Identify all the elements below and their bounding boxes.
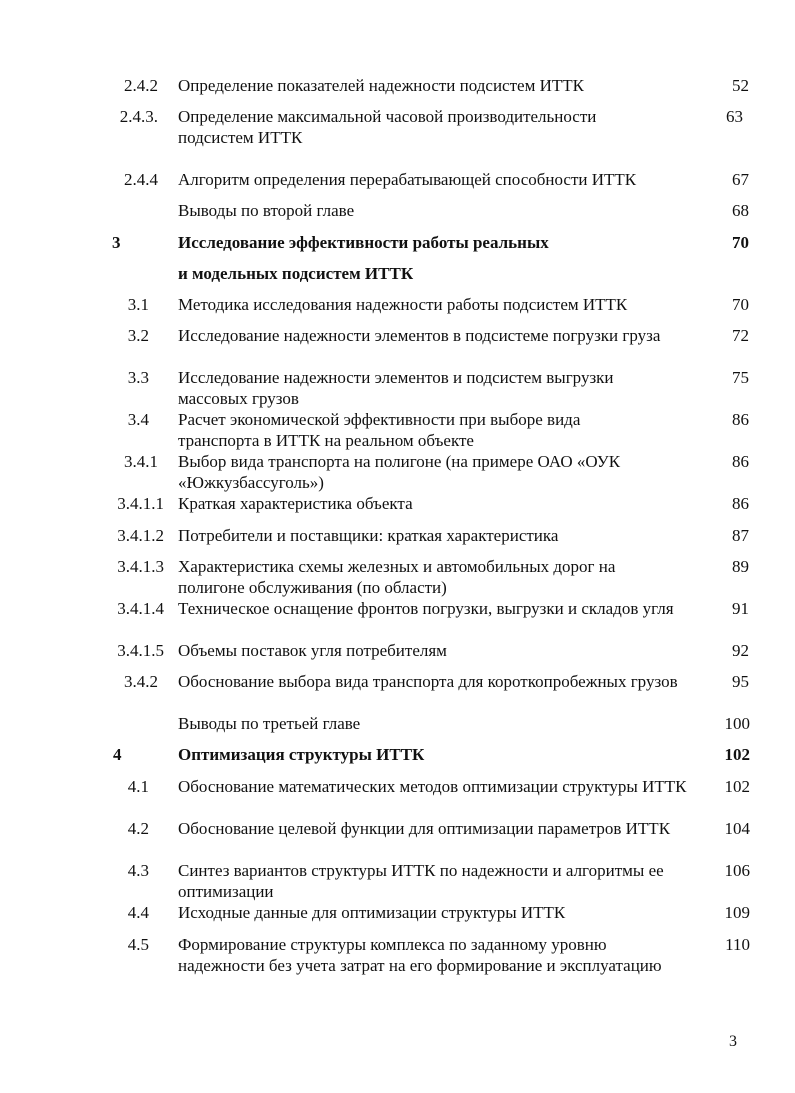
toc-number: 4.3 [127,861,149,880]
toc-title: Оптимизация структуры ИТТК [178,745,425,764]
toc-page: 110 [725,935,750,954]
toc-page: 68 [732,201,749,220]
toc-title: Определение показателей надежности подсистем ИТТК [178,76,584,95]
toc-number: 3.4.1.3 [117,557,164,576]
toc-page: 106 [724,861,750,880]
toc-title: Объемы поставок угля потребителям [178,641,447,660]
toc-page: 63 [726,107,743,126]
toc-page: 70 [732,233,749,252]
toc-page: 100 [724,714,750,733]
toc-number: 3 [112,233,121,252]
toc-title: Выводы по второй главе [178,201,355,220]
toc-page: 86 [732,452,749,471]
toc-page: 86 [732,410,749,429]
toc-title: Характеристика схемы железных и автомобильных дорог на полигоне обслуживания (по области) [178,557,616,597]
toc-page: 72 [732,326,749,345]
page-number: 3 [729,1033,737,1050]
toc-page: 67 [732,170,749,189]
toc-page: 91 [732,599,749,618]
toc-number: 4.2 [127,819,149,838]
toc-number: 3.4 [127,410,149,429]
toc-title: Методика исследования надежности работы подсистем ИТТК [178,295,628,314]
toc-number: 3.4.2 [124,672,158,691]
toc-number: 2.4.4 [124,170,158,189]
toc-page: 52 [732,76,749,95]
toc-number: 3.4.1.4 [117,599,164,618]
toc-title: Исследование эффективности работы реальных [178,233,549,252]
toc-title: Формирование структуры комплекса по заданному уровню надежности без учета затрат на его формирование и эксплуатацию [178,935,662,975]
toc-page: 70 [732,295,749,314]
toc-number: 3.4.1 [124,452,158,471]
toc-page: 92 [732,641,749,660]
toc-number: 2.4.3. [119,107,158,126]
toc-title: Выбор вида транспорта на полигоне (на примере ОАО «ОУК «Южкузбассуголь») [178,452,621,492]
toc-page: 75 [732,368,749,387]
toc-page: 109 [724,903,750,922]
toc-title: Выводы по третьей главе [178,714,361,733]
toc-title: Исходные данные для оптимизации структуры ИТТК [178,903,566,922]
toc-title: Определение максимальной часовой производительности подсистем ИТТК [178,107,597,147]
toc-number: 4.4 [127,903,149,922]
toc-title: Потребители и поставщики: краткая характеристика [178,526,559,545]
toc-number: 4 [113,745,122,764]
toc-number: 3.4.1.5 [117,641,164,660]
toc-number: 3.2 [127,326,149,345]
toc-page: 95 [732,672,749,691]
toc-title: Техническое оснащение фронтов погрузки, выгрузки и складов угля [178,599,674,618]
toc-title: Обоснование целевой функции для оптимизации параметров ИТТК [178,819,671,838]
toc-number: 3.4.1.2 [117,526,164,545]
toc-title: Алгоритм определения перерабатывающей способности ИТТК [178,170,637,189]
toc-title: Синтез вариантов структуры ИТТК по надежности и алгоритмы ее оптимизации [178,861,664,901]
toc-page: 89 [732,557,749,576]
toc-page: 102 [724,777,750,796]
toc-page: 86 [732,494,749,513]
toc-number: 4.5 [127,935,149,954]
toc-number: 3.4.1.1 [117,494,164,513]
toc-number: 4.1 [127,777,149,796]
toc-title: Обоснование выбора вида транспорта для короткопробежных грузов [178,672,678,691]
toc-page: 102 [724,745,750,764]
toc-title-continuation: и модельных подсистем ИТТК [178,264,414,283]
toc-title: Обоснование математических методов оптимизации структуры ИТТК [178,777,687,796]
toc-page: 87 [732,526,749,545]
toc-title: Расчет экономической эффективности при выборе вида транспорта в ИТТК на реальном объекте [178,410,581,450]
toc-number: 3.1 [127,295,149,314]
toc-title: Исследование надежности элементов в подсистеме погрузки груза [178,326,661,345]
toc-number: 2.4.2 [124,76,158,95]
toc-title: Краткая характеристика объекта [178,494,413,513]
toc-title: Исследование надежности элементов и подсистем выгрузки массовых грузов [178,368,614,408]
toc-number: 3.3 [127,368,149,387]
toc-page: 104 [724,819,750,838]
